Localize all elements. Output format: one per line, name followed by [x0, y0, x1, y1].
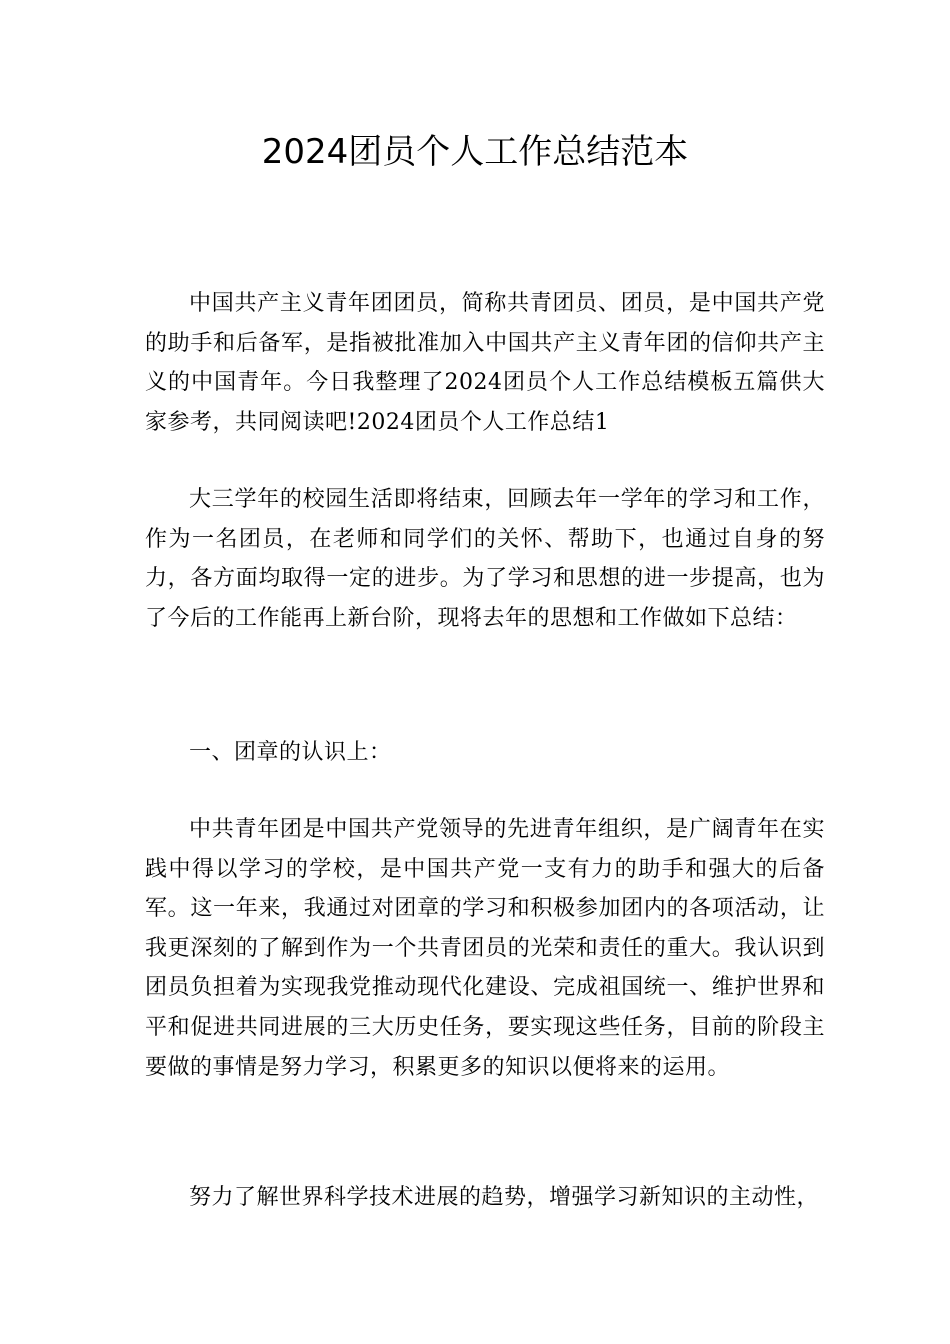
document-title: 2024团员个人工作总结范本: [261, 132, 689, 172]
paragraph-intro: 中国共产主义青年团团员，简称共青团员、团员，是中国共产党的助手和后备军，是指被批准加入中国共产主义青年团的信仰共产主义的中国青年。今日我整理了2024团员个人工作总结模板五篇供大家参考，共同阅读吧!2024团员个人工作总结1: [145, 291, 825, 435]
paragraph-science: 努力了解世界科学技术进展的趋势，增强学习新知识的主动性，: [189, 1185, 820, 1210]
paragraph-review: 大三学年的校园生活即将结束，回顾去年一学年的学习和工作，作为一名团员，在老师和同学们的关怀、帮助下，也通过自身的努力，各方面均取得一定的进步。为了学习和思想的进一步提高，也为了今后的工作能再上新台阶，现将去年的思想和工作做如下总结：: [145, 487, 825, 631]
paragraph-charter: 中共青年团是中国共产党领导的先进青年组织，是广阔青年在实践中得以学习的学校，是中国共产党一支有力的助手和强大的后备军。这一年来，我通过对团章的学习和积极参加团内的各项活动，让我更深刻的了解到作为一个共青团员的光荣和责任的重大。我认识到团员负担着为实现我党推动现代化建设、完成祖国统一、维护世界和平和促进共同进展的三大历史任务，要实现这些任务，目前的阶段主要做的事情是努力学习，积累更多的知识以便将来的运用。: [145, 817, 825, 1080]
section-heading-charter: 一、团章的认识上：: [189, 740, 392, 765]
